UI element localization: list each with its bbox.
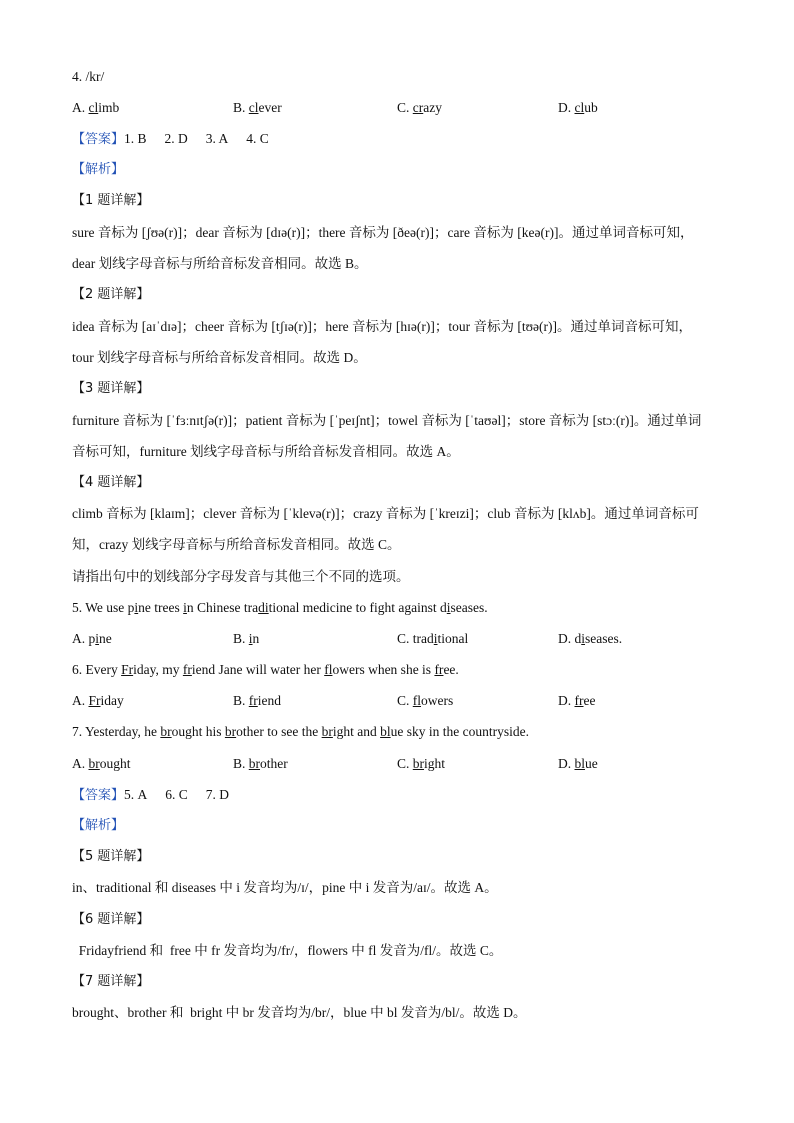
q5-option-d: D. diseases. [558, 631, 623, 646]
question-6-sentence: 6. Every Friday, my friend Jane will water her flowers when she is free. [72, 662, 459, 677]
detail-4-text: climb 音标为 [klaɪm]；clever 音标为 [ˈklevə(r)]；crazy 音标为 [ˈkreɪzi]；club 音标为 [klʌb]。通过单词音标可 [72, 506, 699, 521]
q4-option-b: B. clever [233, 100, 282, 115]
detail-7-text: brought、brother 和 bright 中 br 发音均为/br/，blue 中 bl 发音为/bl/。故选 D。 [72, 1005, 527, 1020]
q7-option-d: D. blue [558, 756, 598, 771]
q6-option-a: A. Friday [72, 693, 124, 708]
detail-1-text: dear 划线字母音标与所给音标发音相同。故选 B。 [72, 256, 368, 271]
q7-option-a: A. brought [72, 756, 131, 771]
answer-item: 5. A [124, 787, 148, 802]
question-7-sentence: 7. Yesterday, he brought his brother to see the bright and blue sky in the countryside. [72, 724, 529, 739]
detail-3-text: 音标可知，furniture 划线字母音标与所给音标发音相同。故选 A。 [72, 444, 460, 459]
detail-6-heading: 【6 题详解】 [72, 912, 150, 927]
q5-option-a: A. pine [72, 631, 112, 646]
answer-item: 4. C [246, 131, 269, 146]
detail-3-heading: 【3 题详解】 [72, 381, 150, 396]
answer-block-2 [72, 786, 722, 805]
q7-option-b: B. brother [233, 756, 288, 771]
detail-4-text: 知，crazy 划线字母音标与所给音标发音相同。故选 C。 [72, 537, 401, 552]
detail-2-text: tour 划线字母音标与所给音标发音相同。故选 D。 [72, 350, 367, 365]
q4-option-a: A. climb [72, 100, 120, 115]
q6-option-b: B. friend [233, 693, 282, 708]
answer-item: 2. D [164, 131, 188, 146]
q7-option-c: C. bright [397, 756, 446, 771]
answer-item: 3. A [205, 131, 229, 146]
q4-option-c: C. crazy [397, 100, 442, 115]
question-4-title: 4. /kr/ [72, 69, 105, 84]
question-5-sentence: 5. We use pine trees in Chinese traditional medicine to fight against diseases. [72, 600, 488, 615]
detail-2-text: idea 音标为 [aɪˈdɪə]；cheer 音标为 [tʃɪə(r)]；here 音标为 [hɪə(r)]；tour 音标为 [tʊə(r)]。通过单词音标可知， [72, 319, 692, 334]
analysis-label: 【解析】 [72, 162, 125, 177]
answer-item: 6. C [165, 787, 188, 802]
detail-1-heading: 【1 题详解】 [72, 193, 150, 208]
answer-tag: 【答案】 [72, 132, 125, 147]
analysis-label: 【解析】 [72, 818, 125, 833]
detail-5-text: in、traditional 和 diseases 中 i 发音均为/ɪ/，pine 中 i 发音为/aɪ/。故选 A。 [72, 880, 498, 895]
answer-item: 7. D [205, 787, 230, 802]
detail-5-heading: 【5 题详解】 [72, 849, 150, 864]
detail-1-text: sure 音标为 [ʃʊə(r)]；dear 音标为 [dɪə(r)]；there 音标为 [ðeə(r)]；care 音标为 [keə(r)]。通过单词音标可知， [72, 225, 694, 240]
q5-option-c: C. traditional [397, 631, 469, 646]
detail-7-heading: 【7 题详解】 [72, 974, 150, 989]
detail-6-text: Fridayfriend 和 free 中 fr 发音均为/fr/，flowers 中 fl 发音为/fl/。故选 C。 [72, 943, 503, 958]
section-instruction: 请指出句中的划线部分字母发音与其他三个不同的选项。 [72, 569, 410, 584]
q4-option-d: D. club [558, 100, 598, 115]
q6-option-d: D. free [558, 693, 596, 708]
answer-block-1 [72, 130, 722, 149]
answer-item: 1. B [124, 131, 147, 146]
answer-tag: 【答案】 [72, 788, 125, 803]
q5-option-b: B. in [233, 631, 260, 646]
q6-option-c: C. flowers [397, 693, 454, 708]
detail-2-heading: 【2 题详解】 [72, 287, 150, 302]
detail-3-text: furniture 音标为 [ˈfɜːnɪtʃə(r)]；patient 音标为 [ˈpeɪʃnt]；towel 音标为 [ˈtaʊəl]；store 音标为 [stɔː(r)]。通过单词 [72, 413, 702, 428]
detail-4-heading: 【4 题详解】 [72, 475, 150, 490]
